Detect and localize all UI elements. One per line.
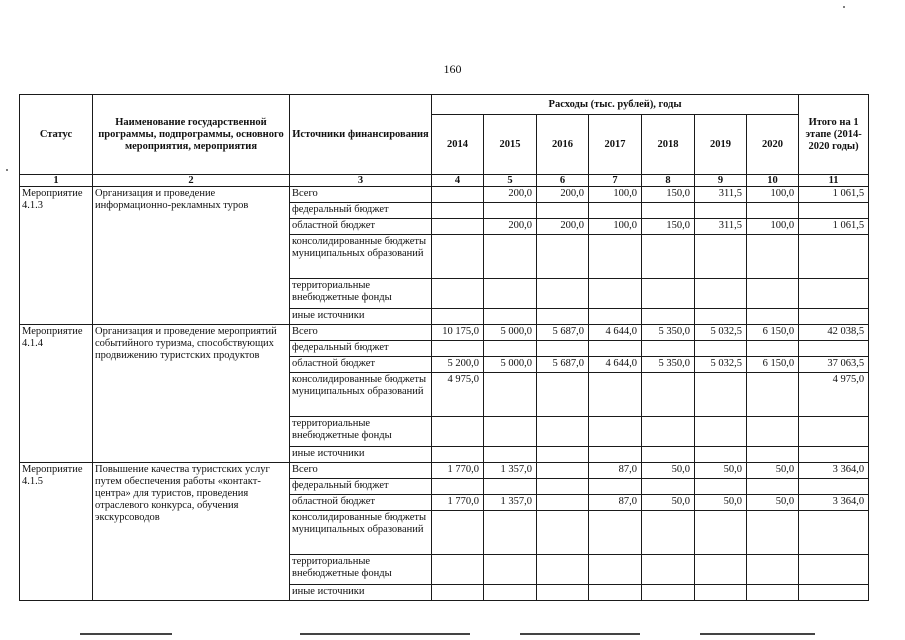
year-value-cell	[747, 555, 799, 585]
year-value-cell	[537, 235, 589, 279]
status-cell: Мероприятие 4.1.5	[20, 463, 93, 601]
year-value-cell	[642, 555, 695, 585]
activity-name-cell: Организация и проведение информационно-рекламных туров	[93, 187, 290, 325]
year-value-cell	[695, 511, 747, 555]
total-value-cell: 1 061,5	[799, 187, 869, 203]
year-value-cell: 1 770,0	[432, 495, 484, 511]
table-row	[20, 463, 869, 479]
column-number: 6	[537, 175, 589, 187]
funding-source-cell: территориальные внебюджетные фонды	[290, 417, 432, 447]
year-value-cell: 5 350,0	[642, 357, 695, 373]
year-value-cell: 311,5	[695, 187, 747, 203]
year-value-cell	[695, 341, 747, 357]
footer-rule	[300, 633, 470, 635]
year-value-cell	[537, 309, 589, 325]
funding-source-cell: областной бюджет	[290, 357, 432, 373]
year-value-cell	[747, 309, 799, 325]
year-value-cell	[589, 279, 642, 309]
year-value-cell: 1 357,0	[484, 495, 537, 511]
total-value-cell	[799, 235, 869, 279]
year-value-cell	[747, 511, 799, 555]
header-year: 2014	[432, 115, 484, 175]
year-value-cell	[642, 511, 695, 555]
year-value-cell	[537, 479, 589, 495]
total-value-cell	[799, 279, 869, 309]
year-value-cell	[537, 373, 589, 417]
column-number: 3	[290, 175, 432, 187]
year-value-cell: 5 032,5	[695, 357, 747, 373]
total-value-cell	[799, 417, 869, 447]
year-value-cell: 5 000,0	[484, 325, 537, 341]
total-value-cell	[799, 555, 869, 585]
year-value-cell: 87,0	[589, 463, 642, 479]
year-value-cell: 200,0	[484, 187, 537, 203]
scan-speck	[6, 169, 8, 171]
column-number: 8	[642, 175, 695, 187]
year-value-cell	[484, 309, 537, 325]
year-value-cell: 6 150,0	[747, 325, 799, 341]
year-value-cell	[747, 341, 799, 357]
header-year: 2019	[695, 115, 747, 175]
year-value-cell	[432, 341, 484, 357]
year-value-cell	[695, 555, 747, 585]
year-value-cell	[484, 235, 537, 279]
column-number: 5	[484, 175, 537, 187]
year-value-cell	[642, 341, 695, 357]
year-value-cell: 50,0	[642, 495, 695, 511]
year-value-cell: 1 770,0	[432, 463, 484, 479]
year-value-cell	[695, 279, 747, 309]
year-value-cell	[642, 373, 695, 417]
year-value-cell	[747, 203, 799, 219]
year-value-cell: 5 000,0	[484, 357, 537, 373]
header-expenses: Расходы (тыс. рублей), годы	[432, 95, 799, 115]
year-value-cell: 100,0	[747, 187, 799, 203]
year-value-cell: 5 032,5	[695, 325, 747, 341]
year-value-cell	[747, 235, 799, 279]
funding-source-cell: федеральный бюджет	[290, 479, 432, 495]
year-value-cell	[695, 585, 747, 601]
year-value-cell	[747, 373, 799, 417]
year-value-cell	[747, 479, 799, 495]
funding-source-cell: Всего	[290, 325, 432, 341]
year-value-cell	[642, 279, 695, 309]
year-value-cell	[642, 585, 695, 601]
year-value-cell	[432, 555, 484, 585]
year-value-cell: 200,0	[537, 187, 589, 203]
year-value-cell: 5 350,0	[642, 325, 695, 341]
year-value-cell	[432, 585, 484, 601]
year-value-cell	[589, 203, 642, 219]
year-value-cell: 1 357,0	[484, 463, 537, 479]
year-value-cell	[642, 479, 695, 495]
year-value-cell	[484, 585, 537, 601]
year-value-cell	[537, 447, 589, 463]
header-status: Статус	[20, 95, 93, 175]
funding-source-cell: иные источники	[290, 447, 432, 463]
column-number: 11	[799, 175, 869, 187]
funding-source-cell: иные источники	[290, 309, 432, 325]
year-value-cell	[432, 235, 484, 279]
year-value-cell: 87,0	[589, 495, 642, 511]
year-value-cell	[484, 279, 537, 309]
year-value-cell	[642, 417, 695, 447]
footer-rule	[700, 633, 815, 635]
year-value-cell	[589, 309, 642, 325]
funding-source-cell: консолидированные бюджеты муниципальных образований	[290, 373, 432, 417]
year-value-cell	[484, 555, 537, 585]
header-total: Итого на 1 этапе (2014-2020 годы)	[799, 95, 869, 175]
total-value-cell	[799, 203, 869, 219]
total-value-cell	[799, 309, 869, 325]
year-value-cell: 150,0	[642, 219, 695, 235]
year-value-cell	[589, 373, 642, 417]
total-value-cell: 3 364,0	[799, 463, 869, 479]
year-value-cell	[537, 341, 589, 357]
year-value-cell	[642, 203, 695, 219]
funding-source-cell: федеральный бюджет	[290, 203, 432, 219]
header-year: 2015	[484, 115, 537, 175]
year-value-cell	[432, 219, 484, 235]
year-value-cell: 4 644,0	[589, 325, 642, 341]
year-value-cell	[537, 203, 589, 219]
column-number: 10	[747, 175, 799, 187]
table-body	[20, 187, 869, 601]
year-value-cell	[642, 309, 695, 325]
year-value-cell: 50,0	[747, 495, 799, 511]
header-year: 2017	[589, 115, 642, 175]
funding-source-cell: консолидированные бюджеты муниципальных образований	[290, 511, 432, 555]
year-value-cell	[432, 203, 484, 219]
year-value-cell	[589, 447, 642, 463]
year-value-cell	[589, 235, 642, 279]
year-value-cell	[432, 447, 484, 463]
year-value-cell	[695, 447, 747, 463]
year-value-cell	[432, 511, 484, 555]
year-value-cell: 311,5	[695, 219, 747, 235]
year-value-cell: 150,0	[642, 187, 695, 203]
year-value-cell	[484, 511, 537, 555]
header-year: 2016	[537, 115, 589, 175]
year-value-cell	[432, 417, 484, 447]
funding-source-cell: консолидированные бюджеты муниципальных образований	[290, 235, 432, 279]
year-value-cell	[537, 495, 589, 511]
year-value-cell	[537, 555, 589, 585]
activity-name-cell: Повышение качества туристских услуг путем обеспечения работы «контакт-центра» для туристов, проведения отраслевого конкурса, обучения экскурсоводов	[93, 463, 290, 601]
footer-rule	[80, 633, 172, 635]
year-value-cell: 50,0	[642, 463, 695, 479]
year-value-cell: 50,0	[695, 495, 747, 511]
year-value-cell: 5 687,0	[537, 325, 589, 341]
total-value-cell: 4 975,0	[799, 373, 869, 417]
year-value-cell	[589, 479, 642, 495]
year-value-cell: 5 200,0	[432, 357, 484, 373]
total-value-cell	[799, 511, 869, 555]
year-value-cell	[642, 447, 695, 463]
year-value-cell	[589, 511, 642, 555]
total-value-cell: 37 063,5	[799, 357, 869, 373]
year-value-cell: 100,0	[747, 219, 799, 235]
year-value-cell	[537, 585, 589, 601]
year-value-cell	[537, 417, 589, 447]
budget-table	[19, 94, 869, 601]
funding-source-cell: Всего	[290, 463, 432, 479]
funding-source-cell: Всего	[290, 187, 432, 203]
status-cell: Мероприятие 4.1.4	[20, 325, 93, 463]
column-number: 7	[589, 175, 642, 187]
year-value-cell: 6 150,0	[747, 357, 799, 373]
year-value-cell: 5 687,0	[537, 357, 589, 373]
year-value-cell	[695, 309, 747, 325]
year-value-cell	[484, 373, 537, 417]
column-number: 4	[432, 175, 484, 187]
year-value-cell	[589, 341, 642, 357]
year-value-cell	[747, 279, 799, 309]
table-header	[20, 95, 869, 187]
year-value-cell	[537, 463, 589, 479]
total-value-cell	[799, 341, 869, 357]
funding-source-cell: областной бюджет	[290, 495, 432, 511]
page-number: 160	[443, 62, 462, 76]
table-row	[20, 187, 869, 203]
year-value-cell	[695, 373, 747, 417]
year-value-cell	[537, 279, 589, 309]
year-value-cell: 4 644,0	[589, 357, 642, 373]
footer-rule	[520, 633, 640, 635]
total-value-cell	[799, 585, 869, 601]
total-value-cell	[799, 447, 869, 463]
header-year: 2020	[747, 115, 799, 175]
column-number: 1	[20, 175, 93, 187]
year-value-cell	[484, 203, 537, 219]
year-value-cell: 200,0	[537, 219, 589, 235]
header-source: Источники финансирования	[290, 95, 432, 175]
year-value-cell: 50,0	[695, 463, 747, 479]
column-number: 2	[93, 175, 290, 187]
year-value-cell: 100,0	[589, 219, 642, 235]
year-value-cell	[432, 309, 484, 325]
year-value-cell	[484, 417, 537, 447]
year-value-cell: 10 175,0	[432, 325, 484, 341]
year-value-cell	[484, 447, 537, 463]
total-value-cell: 1 061,5	[799, 219, 869, 235]
year-value-cell: 4 975,0	[432, 373, 484, 417]
year-value-cell	[747, 447, 799, 463]
year-value-cell	[432, 279, 484, 309]
funding-source-cell: территориальные внебюджетные фонды	[290, 279, 432, 309]
year-value-cell	[484, 479, 537, 495]
year-value-cell	[432, 479, 484, 495]
year-value-cell	[589, 555, 642, 585]
year-value-cell	[537, 511, 589, 555]
funding-source-cell: иные источники	[290, 585, 432, 601]
year-value-cell: 100,0	[589, 187, 642, 203]
status-cell: Мероприятие 4.1.3	[20, 187, 93, 325]
year-value-cell	[642, 235, 695, 279]
year-value-cell	[589, 417, 642, 447]
total-value-cell	[799, 479, 869, 495]
year-value-cell	[695, 479, 747, 495]
year-value-cell	[747, 585, 799, 601]
funding-source-cell: областной бюджет	[290, 219, 432, 235]
table-row	[20, 325, 869, 341]
funding-source-cell: федеральный бюджет	[290, 341, 432, 357]
activity-name-cell: Организация и проведение мероприятий событийного туризма, способствующих продвижению туристских продуктов	[93, 325, 290, 463]
column-number: 9	[695, 175, 747, 187]
funding-source-cell: территориальные внебюджетные фонды	[290, 555, 432, 585]
year-value-cell	[695, 235, 747, 279]
year-value-cell	[747, 417, 799, 447]
year-value-cell: 200,0	[484, 219, 537, 235]
year-value-cell: 50,0	[747, 463, 799, 479]
year-value-cell	[432, 187, 484, 203]
year-value-cell	[695, 203, 747, 219]
scan-speck	[843, 6, 845, 8]
year-value-cell	[695, 417, 747, 447]
header-year: 2018	[642, 115, 695, 175]
year-value-cell	[484, 341, 537, 357]
total-value-cell: 3 364,0	[799, 495, 869, 511]
total-value-cell: 42 038,5	[799, 325, 869, 341]
header-name: Наименование государственной программы, подпрограммы, основного мероприятия, мероприятия	[93, 95, 290, 175]
year-value-cell	[589, 585, 642, 601]
